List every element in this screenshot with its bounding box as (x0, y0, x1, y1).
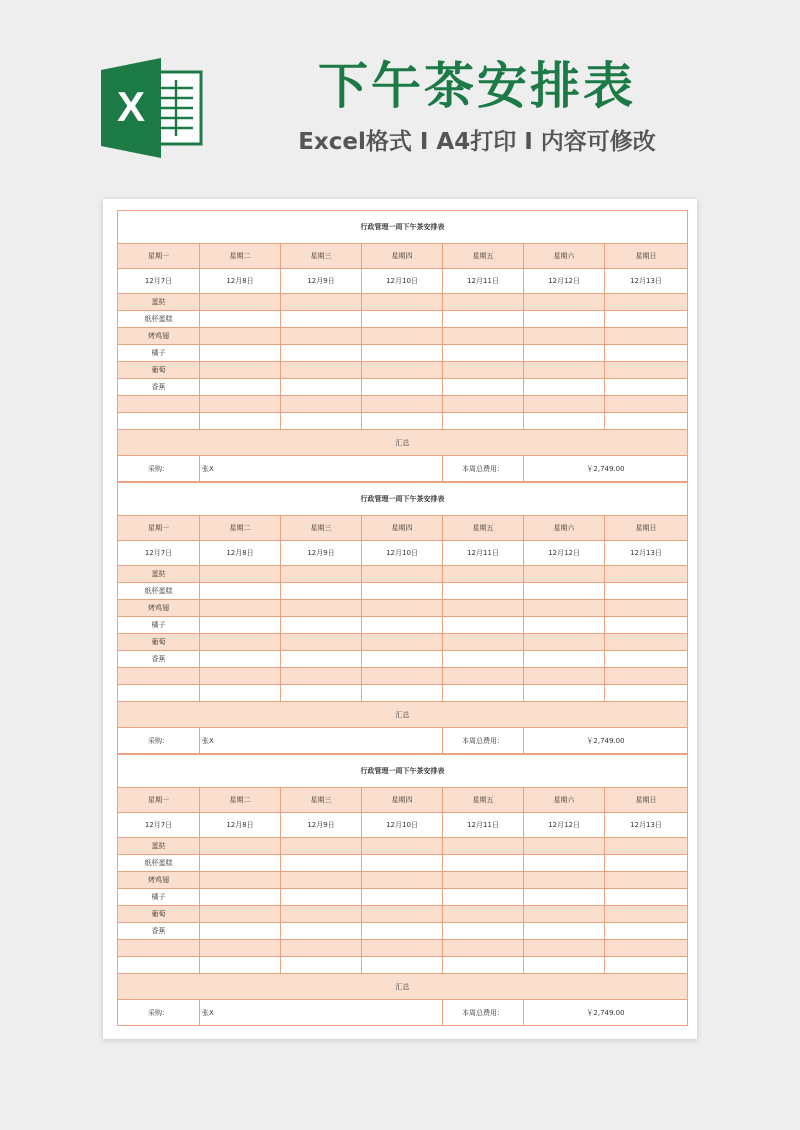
item-label[interactable]: 葡萄 (118, 362, 200, 379)
item-row (118, 634, 688, 651)
item-cell[interactable] (605, 600, 688, 617)
table-title-row (118, 755, 688, 788)
weekday-cell[interactable]: 星期一 (118, 244, 200, 269)
item-cell[interactable] (443, 957, 524, 974)
date-cell[interactable]: 12月12日 (524, 813, 605, 838)
item-cell[interactable] (524, 379, 605, 396)
item-cell[interactable] (362, 940, 443, 957)
date-cell[interactable]: 12月11日 (443, 813, 524, 838)
item-cell[interactable] (443, 634, 524, 651)
item-cell[interactable] (200, 889, 281, 906)
total-value[interactable]: ￥2,749.00 (524, 728, 688, 754)
weekday-cell[interactable]: 星期日 (605, 244, 688, 269)
item-cell[interactable] (200, 396, 281, 413)
item-cell[interactable] (200, 634, 281, 651)
item-label[interactable]: 香蕉 (118, 651, 200, 668)
item-cell[interactable] (605, 583, 688, 600)
item-cell[interactable] (605, 906, 688, 923)
date-cell[interactable]: 12月7日 (118, 541, 200, 566)
weekday-cell[interactable]: 星期三 (281, 244, 362, 269)
item-label[interactable] (118, 668, 200, 685)
item-label[interactable]: 烤鸡翅 (118, 600, 200, 617)
purchaser-name[interactable]: 张X (200, 728, 443, 754)
item-cell[interactable] (200, 617, 281, 634)
item-row (118, 889, 688, 906)
item-cell[interactable] (200, 379, 281, 396)
item-cell[interactable] (605, 362, 688, 379)
item-cell[interactable] (200, 855, 281, 872)
item-cell[interactable] (605, 345, 688, 362)
item-cell[interactable] (200, 600, 281, 617)
weekday-cell[interactable]: 星期五 (443, 788, 524, 813)
item-cell[interactable] (443, 940, 524, 957)
item-cell[interactable] (200, 838, 281, 855)
footer-row (118, 456, 688, 482)
weekday-row (118, 788, 688, 813)
item-row (118, 651, 688, 668)
item-cell[interactable] (605, 311, 688, 328)
weekday-row (118, 244, 688, 269)
purchase-label[interactable]: 采购： (118, 456, 200, 482)
item-row (118, 396, 688, 413)
date-cell[interactable]: 12月9日 (281, 269, 362, 294)
item-cell[interactable] (362, 838, 443, 855)
item-cell[interactable] (524, 906, 605, 923)
date-cell[interactable]: 12月10日 (362, 813, 443, 838)
item-cell[interactable] (605, 685, 688, 702)
weekday-cell[interactable]: 星期二 (200, 244, 281, 269)
page-title: 下午茶安排表 (318, 57, 636, 115)
total-label[interactable]: 本周总费用： (443, 456, 524, 482)
item-cell[interactable] (281, 957, 362, 974)
item-cell[interactable] (524, 634, 605, 651)
date-cell[interactable]: 12月11日 (443, 541, 524, 566)
item-cell[interactable] (443, 889, 524, 906)
item-label[interactable] (118, 957, 200, 974)
item-cell[interactable] (443, 855, 524, 872)
item-cell[interactable] (200, 362, 281, 379)
item-cell[interactable] (443, 600, 524, 617)
item-cell[interactable] (362, 600, 443, 617)
item-cell[interactable] (281, 889, 362, 906)
item-cell[interactable] (524, 957, 605, 974)
summary-row (118, 430, 688, 456)
item-row (118, 838, 688, 855)
item-cell[interactable] (443, 617, 524, 634)
item-cell[interactable] (443, 413, 524, 430)
date-cell[interactable]: 12月10日 (362, 541, 443, 566)
item-cell[interactable] (443, 396, 524, 413)
item-row (118, 685, 688, 702)
weekday-cell[interactable]: 星期五 (443, 244, 524, 269)
summary-label[interactable]: 汇总 (118, 430, 688, 456)
date-cell[interactable]: 12月13日 (605, 541, 688, 566)
item-cell[interactable] (605, 634, 688, 651)
summary-label[interactable]: 汇总 (118, 974, 688, 1000)
table-title[interactable]: 行政管理一周下午茶安排表 (118, 483, 688, 516)
item-cell[interactable] (281, 855, 362, 872)
item-cell[interactable] (362, 617, 443, 634)
item-row (118, 328, 688, 345)
item-cell[interactable] (200, 940, 281, 957)
item-label[interactable]: 蛋挞 (118, 566, 200, 583)
date-cell[interactable]: 12月11日 (443, 269, 524, 294)
item-label[interactable]: 葡萄 (118, 906, 200, 923)
item-cell[interactable] (443, 583, 524, 600)
item-cell[interactable] (443, 685, 524, 702)
item-cell[interactable] (362, 889, 443, 906)
item-row (118, 940, 688, 957)
weekday-cell[interactable]: 星期三 (281, 516, 362, 541)
item-cell[interactable] (524, 651, 605, 668)
item-row (118, 600, 688, 617)
item-cell[interactable] (362, 328, 443, 345)
footer-row (118, 1000, 688, 1026)
item-cell[interactable] (281, 311, 362, 328)
date-cell[interactable]: 12月12日 (524, 269, 605, 294)
item-cell[interactable] (443, 362, 524, 379)
item-cell[interactable] (362, 311, 443, 328)
item-row (118, 311, 688, 328)
schedule-table (117, 210, 688, 482)
item-cell[interactable] (443, 311, 524, 328)
item-cell[interactable] (605, 413, 688, 430)
item-cell[interactable] (443, 668, 524, 685)
item-cell[interactable] (281, 294, 362, 311)
item-cell[interactable] (362, 396, 443, 413)
date-cell[interactable]: 12月8日 (200, 813, 281, 838)
item-row (118, 957, 688, 974)
item-cell[interactable] (281, 396, 362, 413)
item-label[interactable]: 葡萄 (118, 634, 200, 651)
weekday-cell[interactable]: 星期五 (443, 516, 524, 541)
purchase-label[interactable]: 采购： (118, 728, 200, 754)
item-cell[interactable] (200, 413, 281, 430)
item-label[interactable] (118, 413, 200, 430)
weekday-cell[interactable]: 星期日 (605, 516, 688, 541)
date-cell[interactable]: 12月13日 (605, 269, 688, 294)
item-cell[interactable] (605, 957, 688, 974)
item-cell[interactable] (281, 872, 362, 889)
item-label[interactable]: 香蕉 (118, 923, 200, 940)
item-cell[interactable] (200, 328, 281, 345)
header (0, 0, 800, 190)
item-cell[interactable] (443, 872, 524, 889)
item-label[interactable]: 橘子 (118, 345, 200, 362)
item-cell[interactable] (362, 294, 443, 311)
item-cell[interactable] (362, 345, 443, 362)
date-cell[interactable]: 12月13日 (605, 813, 688, 838)
item-cell[interactable] (281, 906, 362, 923)
item-label[interactable]: 纸杯蛋糕 (118, 311, 200, 328)
item-cell[interactable] (605, 294, 688, 311)
item-row (118, 872, 688, 889)
item-cell[interactable] (362, 413, 443, 430)
item-cell[interactable] (605, 651, 688, 668)
item-row (118, 583, 688, 600)
item-row (118, 362, 688, 379)
item-cell[interactable] (281, 362, 362, 379)
item-cell[interactable] (524, 685, 605, 702)
item-cell[interactable] (200, 583, 281, 600)
weekday-cell[interactable]: 星期六 (524, 788, 605, 813)
weekday-cell[interactable]: 星期一 (118, 788, 200, 813)
item-cell[interactable] (524, 600, 605, 617)
item-cell[interactable] (605, 617, 688, 634)
item-cell[interactable] (524, 668, 605, 685)
total-value[interactable]: ￥2,749.00 (524, 456, 688, 482)
item-cell[interactable] (281, 617, 362, 634)
weekday-cell[interactable]: 星期六 (524, 244, 605, 269)
item-cell[interactable] (200, 311, 281, 328)
item-cell[interactable] (200, 685, 281, 702)
weekday-cell[interactable]: 星期二 (200, 516, 281, 541)
item-cell[interactable] (281, 600, 362, 617)
item-cell[interactable] (362, 651, 443, 668)
footer-row (118, 728, 688, 754)
schedule-table (117, 482, 688, 754)
item-cell[interactable] (362, 566, 443, 583)
weekday-row (118, 516, 688, 541)
svg-text:X: X (116, 83, 146, 130)
date-row (118, 269, 688, 294)
weekday-cell[interactable]: 星期一 (118, 516, 200, 541)
item-cell[interactable] (281, 651, 362, 668)
item-cell[interactable] (443, 566, 524, 583)
purchaser-name[interactable]: 张X (200, 1000, 443, 1026)
item-cell[interactable] (605, 379, 688, 396)
item-cell[interactable] (200, 651, 281, 668)
item-cell[interactable] (200, 345, 281, 362)
item-cell[interactable] (443, 651, 524, 668)
excel-logo-icon (101, 58, 203, 158)
item-label[interactable]: 烤鸡翅 (118, 328, 200, 345)
page-subtitle: Excel格式 I A4打印 I 内容可修改 (298, 129, 656, 155)
item-label[interactable] (118, 685, 200, 702)
item-cell[interactable] (605, 889, 688, 906)
item-cell[interactable] (281, 583, 362, 600)
item-row (118, 668, 688, 685)
item-row (118, 379, 688, 396)
item-cell[interactable] (443, 328, 524, 345)
item-cell[interactable] (605, 940, 688, 957)
date-cell[interactable]: 12月9日 (281, 813, 362, 838)
item-cell[interactable] (281, 413, 362, 430)
item-cell[interactable] (443, 838, 524, 855)
item-cell[interactable] (524, 345, 605, 362)
item-cell[interactable] (524, 838, 605, 855)
summary-label[interactable]: 汇总 (118, 702, 688, 728)
item-row (118, 855, 688, 872)
table-title-row (118, 483, 688, 516)
item-cell[interactable] (362, 634, 443, 651)
total-value[interactable]: ￥2,749.00 (524, 1000, 688, 1026)
weekday-cell[interactable]: 星期二 (200, 788, 281, 813)
item-row (118, 294, 688, 311)
item-cell[interactable] (524, 413, 605, 430)
item-cell[interactable] (200, 906, 281, 923)
item-cell[interactable] (200, 957, 281, 974)
item-cell[interactable] (281, 379, 362, 396)
weekday-cell[interactable]: 星期六 (524, 516, 605, 541)
item-cell[interactable] (605, 923, 688, 940)
item-cell[interactable] (605, 328, 688, 345)
date-cell[interactable]: 12月8日 (200, 269, 281, 294)
item-label[interactable] (118, 396, 200, 413)
item-cell[interactable] (524, 889, 605, 906)
date-row (118, 813, 688, 838)
item-cell[interactable] (524, 311, 605, 328)
item-cell[interactable] (524, 923, 605, 940)
item-cell[interactable] (362, 685, 443, 702)
item-cell[interactable] (281, 345, 362, 362)
total-label[interactable]: 本周总费用： (443, 728, 524, 754)
table-title-row (118, 211, 688, 244)
item-row (118, 345, 688, 362)
item-cell[interactable] (605, 566, 688, 583)
weekday-cell[interactable]: 星期四 (362, 788, 443, 813)
item-cell[interactable] (524, 583, 605, 600)
item-cell[interactable] (605, 396, 688, 413)
date-cell[interactable]: 12月8日 (200, 541, 281, 566)
weekday-cell[interactable]: 星期四 (362, 516, 443, 541)
weekday-cell[interactable]: 星期日 (605, 788, 688, 813)
item-cell[interactable] (362, 906, 443, 923)
item-cell[interactable] (362, 668, 443, 685)
item-label[interactable]: 橘子 (118, 617, 200, 634)
item-cell[interactable] (362, 923, 443, 940)
item-cell[interactable] (524, 855, 605, 872)
item-cell[interactable] (200, 872, 281, 889)
date-cell[interactable]: 12月10日 (362, 269, 443, 294)
summary-row (118, 702, 688, 728)
item-cell[interactable] (443, 345, 524, 362)
item-label[interactable]: 橘子 (118, 889, 200, 906)
item-label[interactable]: 蛋挞 (118, 838, 200, 855)
item-cell[interactable] (362, 872, 443, 889)
item-cell[interactable] (605, 872, 688, 889)
item-cell[interactable] (281, 685, 362, 702)
item-cell[interactable] (524, 617, 605, 634)
item-cell[interactable] (443, 294, 524, 311)
item-cell[interactable] (281, 923, 362, 940)
item-cell[interactable] (281, 838, 362, 855)
table-title[interactable]: 行政管理一周下午茶安排表 (118, 211, 688, 244)
item-cell[interactable] (281, 328, 362, 345)
item-cell[interactable] (443, 906, 524, 923)
item-row (118, 617, 688, 634)
item-cell[interactable] (524, 328, 605, 345)
item-cell[interactable] (200, 566, 281, 583)
item-cell[interactable] (605, 855, 688, 872)
item-cell[interactable] (362, 362, 443, 379)
item-cell[interactable] (524, 872, 605, 889)
item-label[interactable]: 烤鸡翅 (118, 872, 200, 889)
item-cell[interactable] (605, 838, 688, 855)
sheets-container (117, 210, 687, 1026)
total-label[interactable]: 本周总费用： (443, 1000, 524, 1026)
item-row (118, 413, 688, 430)
item-cell[interactable] (443, 379, 524, 396)
date-cell[interactable]: 12月7日 (118, 269, 200, 294)
item-label[interactable]: 纸杯蛋糕 (118, 583, 200, 600)
item-cell[interactable] (362, 379, 443, 396)
date-cell[interactable]: 12月12日 (524, 541, 605, 566)
item-cell[interactable] (281, 566, 362, 583)
item-row (118, 906, 688, 923)
item-label[interactable]: 香蕉 (118, 379, 200, 396)
purchase-label[interactable]: 采购： (118, 1000, 200, 1026)
item-label[interactable]: 蛋挞 (118, 294, 200, 311)
item-cell[interactable] (443, 923, 524, 940)
item-cell[interactable] (524, 396, 605, 413)
date-cell[interactable]: 12月7日 (118, 813, 200, 838)
item-cell[interactable] (281, 668, 362, 685)
summary-row (118, 974, 688, 1000)
weekday-cell[interactable]: 星期三 (281, 788, 362, 813)
item-cell[interactable] (200, 294, 281, 311)
item-cell[interactable] (281, 634, 362, 651)
item-label[interactable]: 纸杯蛋糕 (118, 855, 200, 872)
schedule-table (117, 754, 688, 1026)
item-cell[interactable] (362, 583, 443, 600)
table-title[interactable]: 行政管理一周下午茶安排表 (118, 755, 688, 788)
item-cell[interactable] (524, 362, 605, 379)
weekday-cell[interactable]: 星期四 (362, 244, 443, 269)
item-cell[interactable] (524, 294, 605, 311)
item-cell[interactable] (200, 668, 281, 685)
date-cell[interactable]: 12月9日 (281, 541, 362, 566)
item-cell[interactable] (281, 940, 362, 957)
item-row (118, 566, 688, 583)
purchaser-name[interactable]: 张X (200, 456, 443, 482)
item-cell[interactable] (605, 668, 688, 685)
item-cell[interactable] (524, 566, 605, 583)
item-cell[interactable] (524, 940, 605, 957)
item-cell[interactable] (200, 923, 281, 940)
item-cell[interactable] (362, 957, 443, 974)
item-row (118, 923, 688, 940)
document-page (103, 199, 697, 1039)
item-cell[interactable] (362, 855, 443, 872)
date-row (118, 541, 688, 566)
item-label[interactable] (118, 940, 200, 957)
